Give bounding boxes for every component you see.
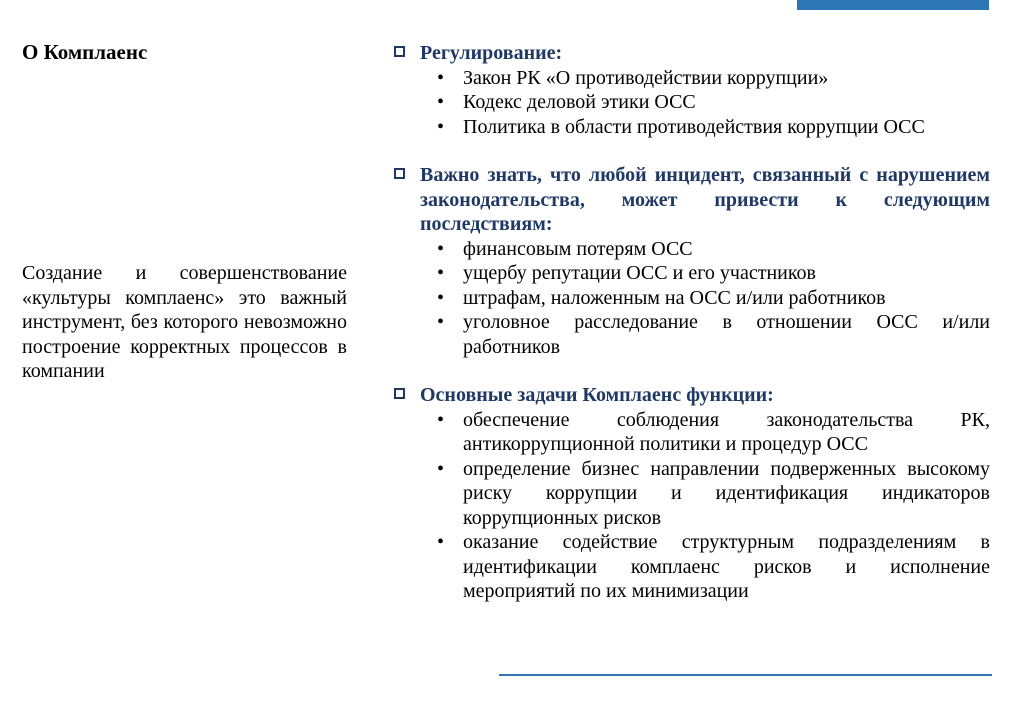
bullet-icon: • <box>437 408 445 431</box>
bullet-icon: • <box>437 286 445 309</box>
list-item-text: финансовым потерям ОСС <box>463 237 693 260</box>
section-regulation <box>393 41 990 139</box>
section-heading-text: Важно знать, что любой инцидент, связанный с нарушением законодательства, может привести к следующим последствиям: <box>420 164 990 235</box>
list-item-text: Кодекс деловой этики ОСС <box>463 91 696 113</box>
section-heading <box>393 41 990 66</box>
bullet-icon: • <box>437 91 445 113</box>
section-heading <box>393 383 990 408</box>
checkbox-icon <box>394 388 405 399</box>
list-item <box>393 261 990 286</box>
list-item <box>393 408 990 457</box>
section-heading-text: Основные задачи Комплаенс функции: <box>420 384 774 406</box>
checkbox-icon <box>394 168 405 179</box>
section-tasks <box>393 383 990 604</box>
bullet-list <box>393 237 990 360</box>
list-item-text: определение бизнес направлении подверженных высокому риску коррупции и идентификация индикаторов коррупционных рисков <box>463 457 990 529</box>
intro-paragraph: Создание и совершенствование «культуры комплаенс» это важный инструмент, без которого невозможно построение корректных процессов в компании <box>22 262 347 382</box>
page-title: О Комплаенс <box>22 40 148 64</box>
bottom-divider <box>499 674 992 676</box>
bullet-icon: • <box>437 115 445 138</box>
bullet-icon: • <box>437 531 445 553</box>
list-item-text: штрафам, наложенным на ОСС и/или работников <box>463 286 886 309</box>
checkbox-icon <box>394 46 405 57</box>
bullet-list <box>393 66 990 140</box>
top-accent-bar <box>797 0 989 10</box>
section-heading <box>393 163 990 237</box>
bullet-icon: • <box>437 262 445 284</box>
bullet-icon: • <box>437 237 445 260</box>
list-item <box>393 237 990 262</box>
bullet-icon: • <box>437 311 445 333</box>
content-column <box>393 41 990 628</box>
list-item <box>393 115 990 140</box>
list-item-text: обеспечение соблюдения законодательства РК, антикоррупционной политики и процедур ОСС <box>463 408 990 455</box>
list-item <box>393 286 990 311</box>
list-item-text: ущербу репутации ОСС и его участников <box>463 262 816 284</box>
list-item <box>393 530 990 604</box>
section-heading-text: Регулирование: <box>420 42 563 64</box>
section-consequences <box>393 163 990 359</box>
list-item-text: оказание содействие структурным подразделениям в идентификации комплаенс рисков и исполнение мероприятий по их минимизации <box>463 531 990 602</box>
list-item-text: Закон РК «О противодействии коррупции» <box>463 66 829 89</box>
bullet-icon: • <box>437 457 445 480</box>
list-item <box>393 457 990 531</box>
list-item <box>393 310 990 359</box>
list-item-text: уголовное расследование в отношении ОСС и/или работников <box>463 311 990 358</box>
list-item <box>393 90 990 115</box>
bullet-list <box>393 408 990 604</box>
list-item <box>393 66 990 91</box>
bullet-icon: • <box>437 66 445 89</box>
list-item-text: Политика в области противодействия коррупции ОСС <box>463 115 925 138</box>
